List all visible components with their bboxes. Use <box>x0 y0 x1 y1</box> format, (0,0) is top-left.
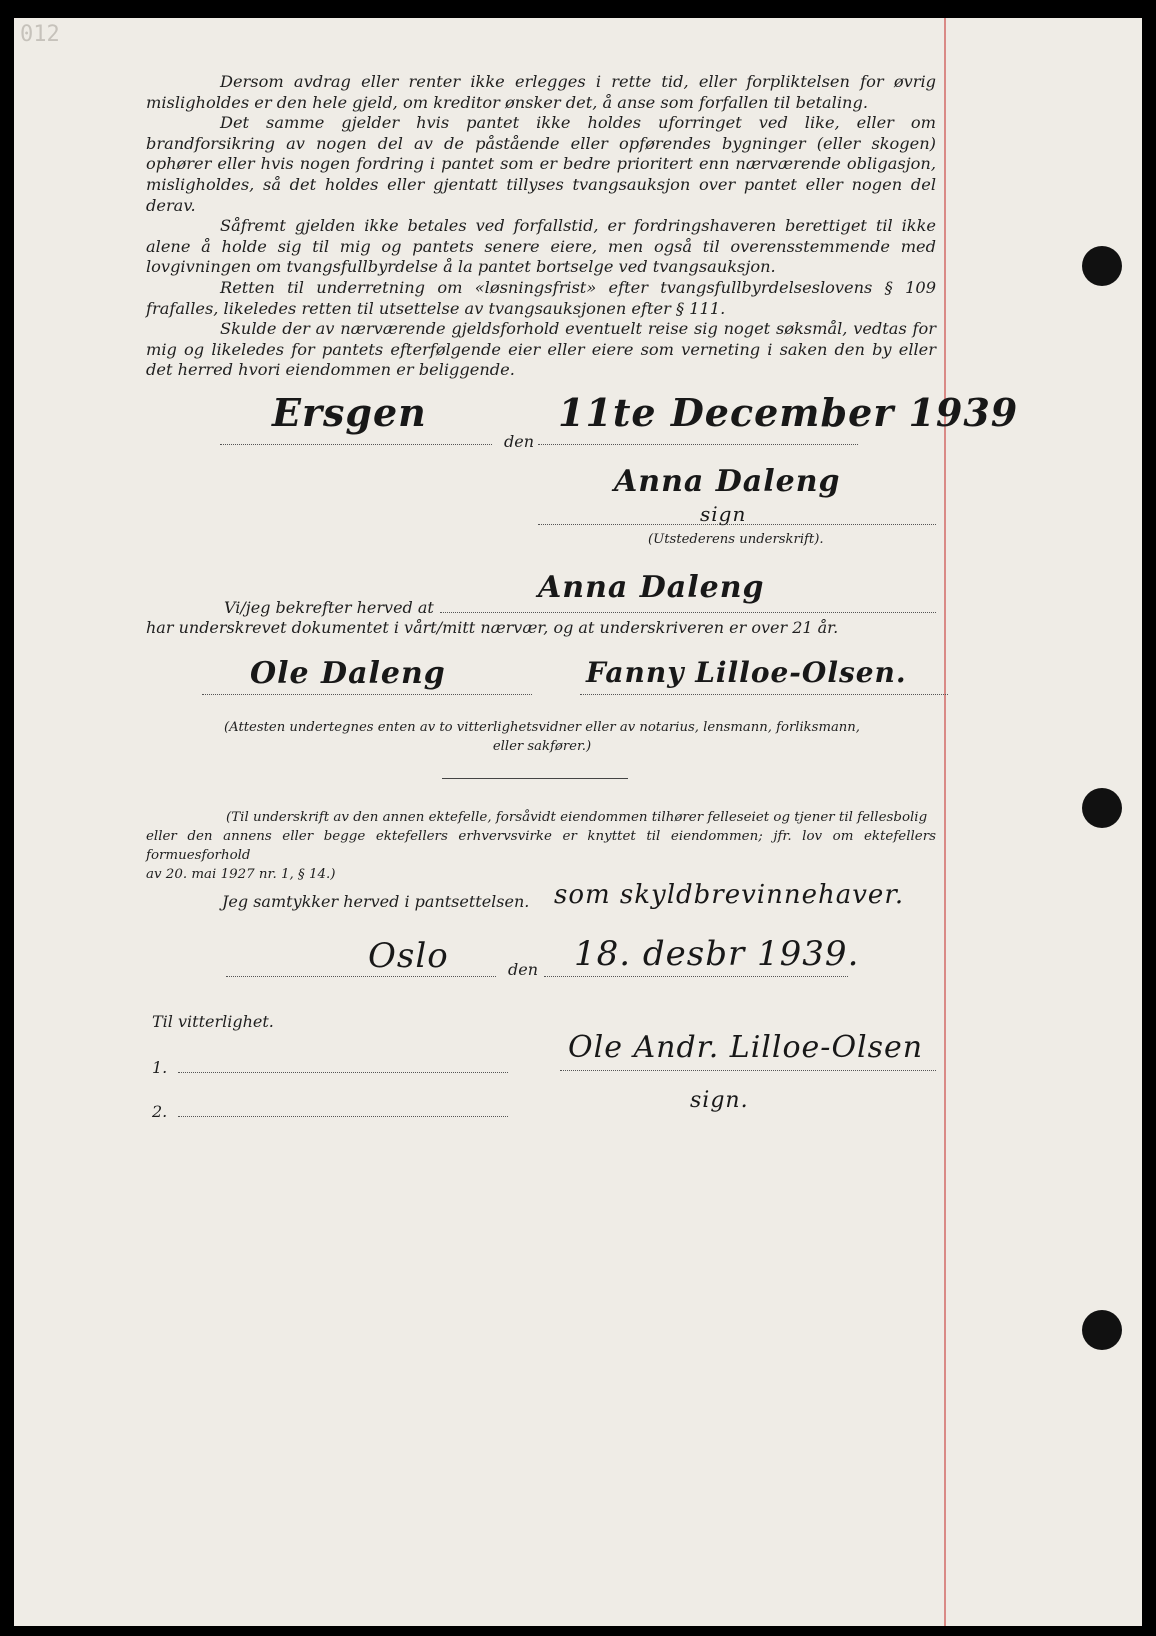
issuer-signature-line <box>538 524 936 525</box>
date-line-1 <box>538 444 858 445</box>
issuer-signature-caption: (Utstederens underskrift). <box>648 532 824 547</box>
issuer-signature: Anna Daleng <box>614 464 841 499</box>
consent-label: Jeg samtykker herved i pantsettelsen. <box>222 892 530 911</box>
margin-line <box>944 18 946 1626</box>
paragraph-notification: Retten til underretning om «løsningsfrist» efter tvangsfullbyrdelseslovens § 109 frafalles, likeledes retten til utsettelse av tvangsauksjonen efter § 111. <box>146 278 936 318</box>
witness-number-2: 2. <box>152 1102 168 1121</box>
punch-hole-2 <box>1082 788 1122 828</box>
confirmed-signature: Anna Daleng <box>538 570 765 605</box>
page-number-ghost: 012 <box>20 22 60 47</box>
paragraph-default: Dersom avdrag eller renter ikke erlegges i rette tid, eller forpliktelsen for øvrig misligholdes er den hele gjeld, om kreditor ønsker det, å anse som forfallen til betaling. <box>146 72 936 112</box>
paragraph-jurisdiction: Skulde der av nærværende gjeldsforhold eventuelt reise sig noget søksmål, vedtas for mig og likeledes for pantets efterfølgende eier eller eiere som verneting i saken den by eller det herred hvori eiendommen er beliggende. <box>146 319 936 380</box>
confirm-label: Vi/jeg bekrefter herved at <box>224 598 434 617</box>
spouse-signature-line <box>560 1070 936 1071</box>
witness-signature-1: Ole Daleng <box>250 656 446 691</box>
punch-hole-1 <box>1082 246 1122 286</box>
witness-heading: Til vitterlighet. <box>152 1012 274 1031</box>
den-label-1: den <box>504 432 535 451</box>
attestation-note: (Attesten undertegnes enten av to vitterlighetsvidner eller av notarius, lensmann, forliksmann, eller sakfører.) <box>224 720 860 754</box>
document-page <box>14 18 1142 1626</box>
spouse-note: (Til underskrift av den annen ektefelle, forsåvidt eiendommen tilhører felleseiet og tjener til fellesbolig eller den annens eller begge ektefellers erhvervsvirke er knyttet til eiendommen; jfr. lov om ektefellers formuesforhold av 20. mai 1927 nr. 1, § 14.) <box>146 810 936 882</box>
issuer-sign-mark: sign <box>700 502 747 526</box>
punch-hole-3 <box>1082 1310 1122 1350</box>
date-line-2 <box>544 976 848 977</box>
separator-line <box>442 778 628 779</box>
paragraph-insurance: Det samme gjelder hvis pantet ikke holdes uforringet ved like, eller om brandforsikring av nogen del av de påstående eller opførendes bygninger (eller skogen) ophører eller hvis nogen fordring i pantet som er bedre prioritert enn nærværende obligasjon, misligholdes, så det holdes eller gjentatt tillyses tvangsauksjon over pantet eller nogen del derav. <box>146 113 936 215</box>
confirm-line <box>440 612 936 613</box>
witness-line-2 <box>580 694 948 695</box>
handwritten-place-2: Oslo <box>368 936 449 976</box>
paragraph-enforcement: Såfremt gjelden ikke betales ved forfallstid, er fordringshaveren berettiget til ikke alene å holde sig til mig og pantets senere eiere, men også til overensstemmende med lovgivningen om tvangsfullbyrdelse å la pantet bortselge ved tvangsauksjon. <box>146 216 936 277</box>
place-line-1 <box>220 444 492 445</box>
handwritten-date-1: 11te December 1939 <box>558 390 1019 435</box>
spouse-signature: Ole Andr. Lilloe-Olsen <box>568 1030 924 1065</box>
confirm-text: har underskrevet dokumentet i vårt/mitt nærvær, og at underskriveren er over 21 år. <box>146 618 839 637</box>
handwritten-date-2: 18. desbr 1939. <box>574 934 860 974</box>
handwritten-place-1: Ersgen <box>272 390 427 435</box>
witness-entry-line-1 <box>178 1072 508 1073</box>
den-label-2: den <box>508 960 539 979</box>
witness-line-1 <box>202 694 532 695</box>
witness-entry-line-2 <box>178 1116 508 1117</box>
witness-number-1: 1. <box>152 1058 168 1077</box>
place-line-2 <box>226 976 496 977</box>
consent-handwriting: som skyldbrevinnehaver. <box>554 880 905 910</box>
witness-signature-2: Fanny Lilloe-Olsen. <box>586 656 907 689</box>
spouse-sign-mark: sign. <box>690 1088 749 1113</box>
